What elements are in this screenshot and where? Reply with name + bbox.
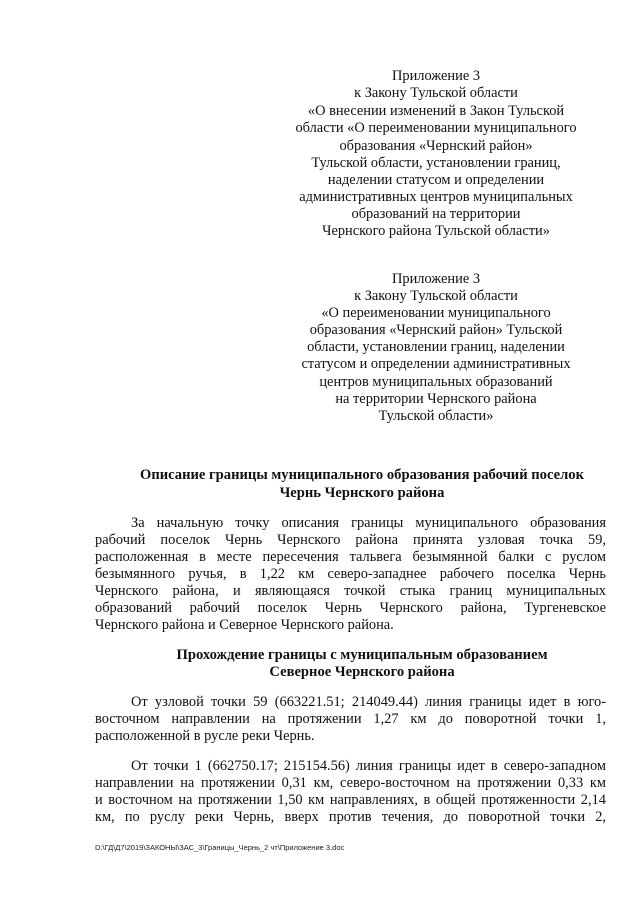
title-line: Описание границы муниципального образования рабочий поселок: [139, 467, 585, 483]
appendix-line: к Закону Тульской области: [354, 85, 518, 101]
appendix-line: «О переименовании муниципального: [321, 305, 551, 321]
appendix-line: административных центров муниципальных: [299, 189, 573, 205]
appendix-line: статусом и определении административных: [301, 356, 571, 372]
paragraph-line: расположенной в русле реки Чернь.: [95, 728, 315, 744]
paragraph-line: км, по руслу реки Чернь, вверх против течения, до поворотной точки 2,: [95, 809, 606, 825]
appendix-line: области «О переименовании муниципального: [295, 120, 577, 136]
appendix-line: Тульской области»: [378, 408, 494, 424]
appendix-line: Тульской области, установлении границ,: [311, 155, 561, 171]
paragraph-line: восточном направлении на протяжении 1,27 км до поворотной точки 1,: [95, 711, 606, 727]
paragraph-line: образований рабочий поселок Чернь Чернского района, Тургеневское: [95, 600, 606, 616]
heading-line: Прохождение границы с муниципальным образованием: [176, 647, 548, 663]
appendix-line: Приложение 3: [391, 68, 481, 84]
paragraph-line: За начальную точку описания границы муниципального образования: [131, 515, 606, 531]
appendix-line: Приложение 3: [391, 271, 481, 287]
paragraph-line: безымянного ручья, в 1,22 км северо-западнее рабочего поселка Чернь: [95, 566, 606, 582]
paragraph-line: Чернского района и Северное Чернского района.: [95, 617, 394, 633]
paragraph-line: рабочий поселок Чернь Чернского района принята узловая точка 59,: [95, 532, 606, 548]
paragraph-line: Чернского района, и являющаяся точкой стыка границ муниципальных: [95, 583, 606, 599]
appendix-line: к Закону Тульской области: [354, 288, 518, 304]
appendix-line: на территории Чернского района: [335, 391, 537, 407]
appendix-line: области, установлении границ, наделении: [307, 339, 565, 355]
paragraph-line: расположенная в месте пересечения тальвега безымянной балки с руслом: [95, 549, 606, 565]
appendix-line: образования «Чернский район»: [339, 138, 533, 154]
paragraph-line: От узловой точки 59 (663221.51; 214049.44) линия границы идет в юго-: [131, 694, 606, 710]
appendix-line: образований на территории: [351, 206, 521, 222]
title-line: Чернь Чернского района: [279, 485, 445, 501]
appendix-line: «О внесении изменений в Закон Тульской: [307, 103, 565, 119]
heading-line: Северное Чернского района: [269, 664, 455, 680]
paragraph-line: направлении на протяжении 0,31 км, северо-восточном на протяжении 0,33 км: [95, 775, 606, 791]
paragraph-line: и восточном на протяжении 1,50 км направлениях, в общей протяженности 2,14: [95, 792, 606, 808]
appendix-line: Чернского района Тульской области»: [322, 223, 550, 239]
appendix-line: наделении статусом и определении: [327, 172, 545, 188]
appendix-line: центров муниципальных образований: [319, 374, 553, 390]
file-path-footer: D:\ГД\Д7\2019\ЗАКОНЫ\ЗАС_3\Границы_Чернь_2 чт\Приложение 3.doc: [95, 843, 345, 852]
paragraph-line: От точки 1 (662750.17; 215154.56) линия границы идет в северо-западном: [131, 758, 606, 774]
appendix-line: образования «Чернский район» Тульской: [309, 322, 563, 338]
